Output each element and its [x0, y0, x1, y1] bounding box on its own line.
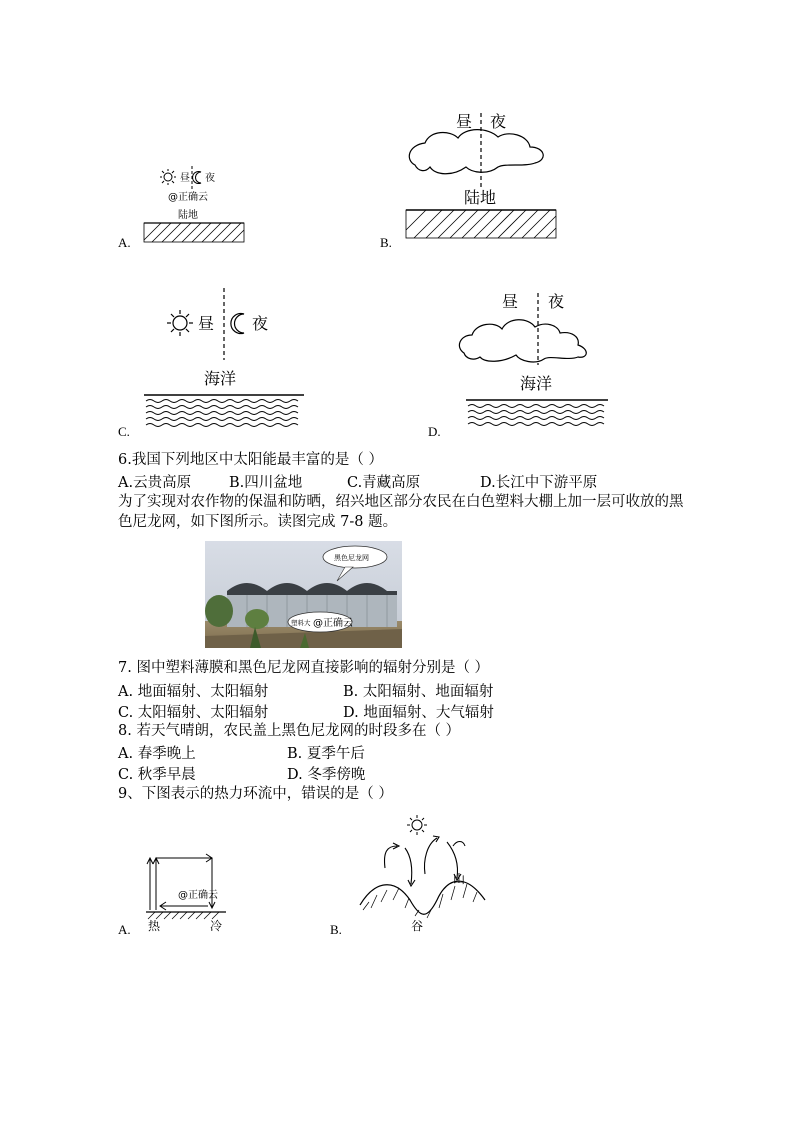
question-7-option-d[interactable]: D. 地面辐射、大气辐射 [343, 705, 494, 721]
sea-waves [466, 400, 608, 426]
question-6-option-b[interactable]: B.四川盆地 [229, 475, 303, 491]
option-b-label[interactable]: B. [380, 235, 392, 250]
question-6-stem: 6.我国下列地区中太阳能最丰富的是（ ） [118, 452, 383, 468]
question-8-stem: 8. 若天气晴朗，农民盖上黑色尼龙网的时段多在（ ） [118, 723, 461, 739]
option-c-label[interactable]: C. [118, 424, 130, 439]
diagram-d [440, 285, 620, 430]
moon-icon [231, 314, 244, 334]
question-8-option-a[interactable]: A. 春季晚上 [118, 746, 196, 762]
night-label: 夜 [548, 292, 565, 311]
diagram-d-svg [440, 285, 620, 430]
sun-icon [407, 815, 427, 835]
watermark: @正确云 [313, 618, 353, 629]
valley-label: 谷 [411, 919, 424, 933]
ground-label: 海洋 [204, 369, 237, 388]
day-label: 昼 [198, 314, 215, 333]
diagram-c [118, 280, 318, 430]
callout-top-text: 黑色尼龙网 [334, 554, 369, 562]
diagram-b-svg [380, 105, 580, 250]
callout-bottom-text: 塑料大 [291, 619, 311, 627]
question-7-option-a[interactable]: A. 地面辐射、太阳辐射 [118, 684, 269, 700]
question-9-stem: 9、下图表示的热力环流中，错误的是（ ） [118, 786, 393, 802]
greenhouse-photo-svg [205, 541, 402, 648]
question-8-option-c[interactable]: C. 秋季早晨 [118, 767, 196, 783]
circulation-diagram-a-svg [140, 850, 240, 935]
day-label: 昼 [456, 112, 473, 131]
q9-option-a-label[interactable]: A. [118, 922, 131, 937]
question-8-option-d[interactable]: D. 冬季傍晚 [287, 767, 366, 783]
q9-option-b-label[interactable]: B. [330, 922, 342, 937]
greenhouse-photo [205, 541, 402, 648]
night-label: 夜 [490, 112, 507, 131]
cloud-icon [459, 320, 586, 362]
watermark: @正确云 [168, 192, 208, 203]
diagram-b [380, 105, 580, 250]
hot-label: 热 [148, 919, 161, 933]
day-label: 昼 [180, 173, 190, 184]
watermark: @正确云 [178, 890, 218, 901]
question-8-option-b[interactable]: B. 夏季午后 [287, 746, 365, 762]
question-7-stem: 7. 图中塑料薄膜和黑色尼龙网直接影响的辐射分别是（ ） [118, 660, 490, 676]
moon-icon [193, 172, 201, 184]
ground-hatch [144, 223, 244, 242]
night-label: 夜 [205, 173, 215, 184]
option-d-label[interactable]: D. [428, 424, 441, 439]
option-a-label[interactable]: A. [118, 235, 131, 250]
mountain-label: 山 [453, 872, 466, 886]
ground-label: 陆地 [178, 210, 198, 221]
sea-waves [144, 395, 304, 427]
question-7-option-b[interactable]: B. 太阳辐射、地面辐射 [343, 684, 494, 700]
night-label: 夜 [252, 314, 269, 333]
question-6-option-a[interactable]: A.云贵高原 [118, 475, 192, 491]
circulation-diagram-b-svg [355, 810, 490, 935]
cold-label: 冷 [210, 919, 223, 933]
ground-label: 海洋 [520, 374, 553, 393]
passage-text: 为了实现对农作物的保温和防晒，绍兴地区部分农民在白色塑料大棚上加一层可收放的黑色尼龙网，如下图所示。读图完成 7-8 题。 [118, 494, 684, 530]
ground-hatch [406, 210, 556, 238]
circulation-diagram-b [355, 810, 490, 935]
day-label: 昼 [502, 292, 519, 311]
circulation-diagram-a [140, 850, 240, 935]
sun-icon [167, 310, 193, 336]
sun-icon [160, 169, 176, 185]
diagram-a-svg [118, 160, 258, 250]
diagram-c-svg [118, 280, 318, 430]
question-6-option-c[interactable]: C.青藏高原 [347, 475, 421, 491]
ground-label: 陆地 [464, 188, 497, 207]
cloud-icon [409, 130, 543, 174]
diagram-a [118, 160, 258, 250]
question-7-option-c[interactable]: C. 太阳辐射、太阳辐射 [118, 705, 269, 721]
question-6-option-d[interactable]: D.长江中下游平原 [480, 475, 598, 491]
